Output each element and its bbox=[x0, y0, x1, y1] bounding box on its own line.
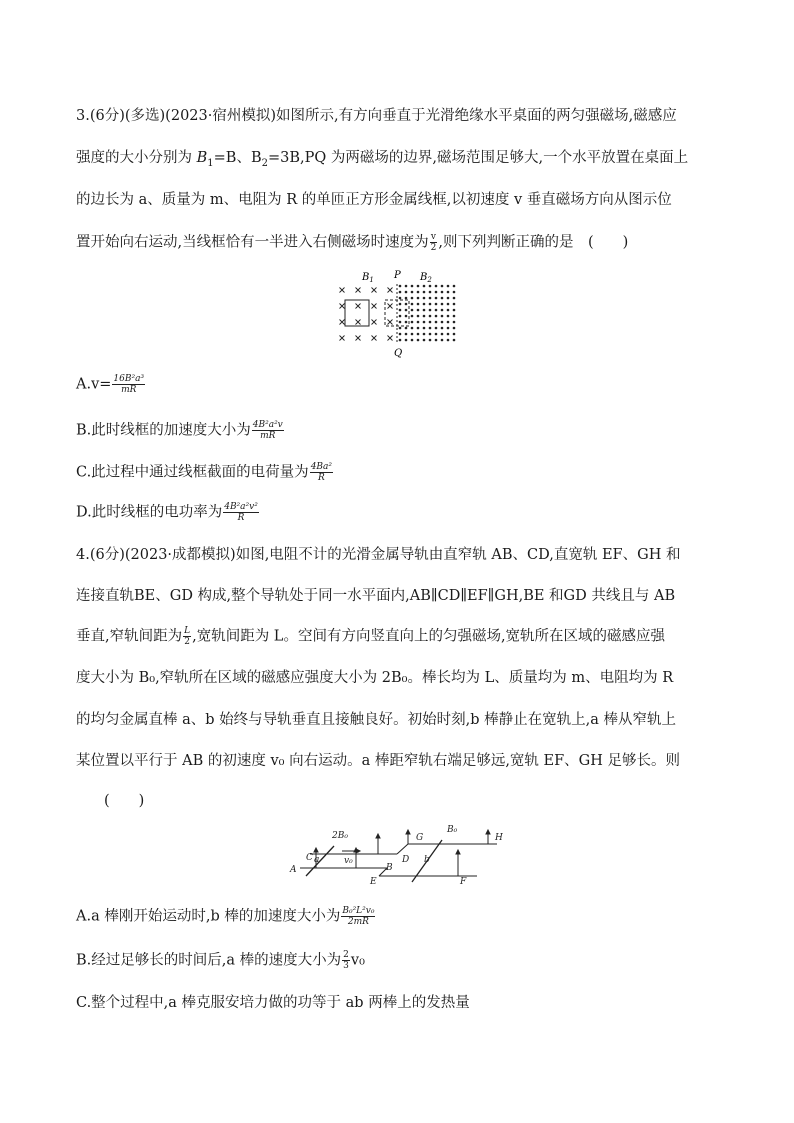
field-out-of-page-dot bbox=[399, 285, 402, 288]
q3-text-4a: 置开始向右运动,当线框恰有一半进入右侧磁场时速度为 bbox=[76, 234, 429, 251]
field-out-of-page-dot bbox=[447, 309, 450, 312]
field-out-of-page-dot bbox=[429, 297, 432, 300]
field-out-of-page-dot bbox=[405, 321, 408, 324]
q3-line-4 bbox=[76, 232, 736, 253]
q4-opt-c-text: C.整个过程中,a 棒克服安培力做的功等于 ab 两棒上的发热量 bbox=[76, 995, 470, 1011]
field-out-of-page-dot bbox=[411, 285, 414, 288]
field-out-of-page-dot bbox=[453, 303, 456, 306]
field-out-of-page-dot bbox=[423, 327, 426, 330]
q4-line-7 bbox=[104, 791, 764, 811]
q3-text-1: 3.(6分)(多选)(2023·宿州模拟)如图所示,有方向垂直于光滑绝缘水平桌面的两匀强磁场,磁感应 bbox=[76, 108, 677, 124]
q4-opt-b-text: B.经过足够长的时间后,a 棒的速度大小为 bbox=[76, 952, 342, 969]
field-out-of-page-dot bbox=[399, 339, 402, 342]
field-out-of-page-dot bbox=[423, 315, 426, 318]
field-into-page-cross bbox=[340, 288, 345, 293]
field-into-page-cross bbox=[388, 320, 393, 325]
q4-line-2 bbox=[76, 586, 736, 606]
field-out-of-page-dot bbox=[429, 321, 432, 324]
field-out-of-page-dot bbox=[405, 333, 408, 336]
field-out-of-page-dot bbox=[423, 303, 426, 306]
field-out-of-page-dot bbox=[411, 309, 414, 312]
frac-den: 3 bbox=[343, 961, 349, 971]
frac-den: 2 bbox=[184, 637, 190, 647]
field-into-page-cross bbox=[340, 320, 345, 325]
field-out-of-page-dot bbox=[435, 333, 438, 336]
field-out-of-page-dot bbox=[423, 285, 426, 288]
frac-num: 4Ba² bbox=[310, 462, 333, 472]
field-out-of-page-dot bbox=[453, 315, 456, 318]
label-2B0: 2B₀ bbox=[332, 831, 348, 841]
field-into-page-cross bbox=[372, 336, 377, 341]
field-out-of-page-dot bbox=[423, 291, 426, 294]
q3-opt-b-text: B.此时线框的加速度大小为 bbox=[76, 422, 251, 439]
field-out-of-page-dot bbox=[441, 291, 444, 294]
field-into-page-cross bbox=[340, 304, 345, 309]
field-out-of-page-dot bbox=[399, 291, 402, 294]
frac-num: 16B²a³ bbox=[113, 374, 145, 384]
field-into-page-cross bbox=[388, 304, 393, 309]
field-up-arrowhead bbox=[486, 830, 490, 834]
field-out-of-page-dot bbox=[453, 321, 456, 324]
field-out-of-page-dot bbox=[411, 333, 414, 336]
q3-line-1 bbox=[76, 106, 736, 126]
field-out-of-page-dot bbox=[453, 285, 456, 288]
field-out-of-page-dot bbox=[405, 309, 408, 312]
field-out-of-page-dot bbox=[423, 333, 426, 336]
field-out-of-page-dot bbox=[453, 339, 456, 342]
q4-text-3a: 垂直,窄轨间距为 bbox=[76, 628, 183, 645]
frac-num: 4B²a²v² bbox=[224, 502, 258, 512]
field-into-page-cross bbox=[388, 336, 393, 341]
field-out-of-page-dot bbox=[429, 285, 432, 288]
field-out-of-page-dot bbox=[417, 327, 420, 330]
q3-b1: B bbox=[196, 150, 208, 166]
field-out-of-page-dot bbox=[447, 339, 450, 342]
field-into-page-cross bbox=[372, 288, 377, 293]
q4-text-4: 度大小为 B₀,窄轨所在区域的磁感应强度大小为 2B₀。棒长均为 L、质量均为 m、电阻均为 R bbox=[76, 670, 674, 686]
label-H: H bbox=[495, 833, 503, 843]
field-out-of-page-dot bbox=[399, 303, 402, 306]
frac-num: 4B²a²v bbox=[252, 420, 283, 430]
rail-GD bbox=[397, 844, 408, 854]
q3-b1-sub: 1 bbox=[207, 157, 214, 169]
field-out-of-page-dot bbox=[429, 333, 432, 336]
q3-opt-d-fraction bbox=[223, 502, 259, 523]
field-out-of-page-dot bbox=[405, 303, 408, 306]
field-out-of-page-dot bbox=[435, 339, 438, 342]
field-out-of-page-dot bbox=[411, 315, 414, 318]
field-out-of-page-dot bbox=[411, 291, 414, 294]
field-out-of-page-dot bbox=[435, 303, 438, 306]
field-out-of-page-dot bbox=[423, 321, 426, 324]
field-into-page-cross bbox=[356, 304, 361, 309]
q3-opt-a-fraction bbox=[112, 374, 145, 395]
q3-opt-d-text: D.此时线框的电功率为 bbox=[76, 504, 223, 521]
field-into-page-cross bbox=[340, 336, 345, 341]
field-out-of-page-dot bbox=[453, 309, 456, 312]
field-out-of-page-dot bbox=[435, 291, 438, 294]
q3-magnetic-field-figure bbox=[330, 266, 470, 366]
field-out-of-page-dot bbox=[405, 327, 408, 330]
label-A: A bbox=[290, 865, 297, 875]
field-out-of-page-dot bbox=[429, 309, 432, 312]
q4-text-7: ( ) bbox=[104, 793, 145, 809]
field-up-arrowhead bbox=[376, 834, 380, 838]
field-out-of-page-dot bbox=[435, 315, 438, 318]
q3-option-a bbox=[76, 374, 736, 395]
q3-line-3 bbox=[76, 190, 736, 210]
field-out-of-page-dot bbox=[423, 339, 426, 342]
frac-den: mR bbox=[260, 431, 276, 441]
field-out-of-page-dot bbox=[405, 291, 408, 294]
q3-text-3: 的边长为 a、质量为 m、电阻为 R 的单匝正方形金属线框,以初速度 v 垂直磁场方向从图示位 bbox=[76, 192, 672, 208]
field-out-of-page-dot bbox=[429, 327, 432, 330]
field-out-of-page-dot bbox=[399, 297, 402, 300]
q3-opt-c-text: C.此过程中通过线框截面的电荷量为 bbox=[76, 464, 309, 481]
q4-opt-a-text: A.a 棒刚开始运动时,b 棒的加速度大小为 bbox=[76, 908, 341, 925]
field-up-arrowhead bbox=[456, 850, 460, 854]
q4-rail-figure bbox=[282, 818, 522, 898]
frac-num: 2 bbox=[343, 950, 349, 960]
q4-option-b bbox=[76, 950, 736, 971]
label-B: B bbox=[386, 863, 393, 873]
q3-label-Q: Q bbox=[394, 348, 403, 359]
field-out-of-page-dot bbox=[441, 303, 444, 306]
field-out-of-page-dot bbox=[399, 327, 402, 330]
field-out-of-page-dot bbox=[423, 309, 426, 312]
square-loop bbox=[345, 300, 369, 326]
field-out-of-page-dot bbox=[399, 333, 402, 336]
q4-text-2: 连接直轨BE、GD 构成,整个导轨处于同一水平面内,AB∥CD∥EF∥GH,BE 和GD 共线且与 AB bbox=[76, 588, 676, 604]
q4-opt-a-fraction bbox=[341, 906, 375, 927]
q4-option-a bbox=[76, 906, 736, 927]
field-into-page-cross bbox=[372, 304, 377, 309]
field-out-of-page-dot bbox=[447, 297, 450, 300]
field-into-page-cross bbox=[356, 320, 361, 325]
field-out-of-page-dot bbox=[429, 303, 432, 306]
field-out-of-page-dot bbox=[441, 339, 444, 342]
field-out-of-page-dot bbox=[453, 333, 456, 336]
field-out-of-page-dot bbox=[417, 339, 420, 342]
field-out-of-page-dot bbox=[435, 285, 438, 288]
q4-text-6: 某位置以平行于 AB 的初速度 v₀ 向右运动。a 棒距窄轨右端足够远,宽轨 EF、GH 足够长。则 bbox=[76, 753, 681, 769]
field-out-of-page-dot bbox=[417, 297, 420, 300]
field-into-page-cross bbox=[356, 336, 361, 341]
q3-text-4b: ,则下列判断正确的是 ( ) bbox=[438, 234, 629, 251]
q3-label-P: P bbox=[394, 270, 401, 281]
field-out-of-page-dot bbox=[441, 333, 444, 336]
q4-text-5: 的均匀金属直棒 a、b 始终与导轨垂直且接触良好。初始时刻,b 棒静止在宽轨上,a 棒从窄轨上 bbox=[76, 712, 677, 728]
label-b: b bbox=[424, 855, 430, 865]
field-out-of-page-dot bbox=[447, 291, 450, 294]
q4-l-half-fraction bbox=[183, 626, 191, 647]
q4-opt-b-suffix: v₀ bbox=[350, 952, 365, 969]
field-out-of-page-dot bbox=[405, 285, 408, 288]
field-out-of-page-dot bbox=[429, 291, 432, 294]
field-out-of-page-dot bbox=[441, 309, 444, 312]
q3-text-2d: =B、B bbox=[213, 150, 262, 166]
q3-option-d bbox=[76, 502, 736, 523]
q4-text-1: 4.(6分)(2023·成都模拟)如图,电阻不计的光滑金属导轨由直窄轨 AB、CD,直宽轨 EF、GH 和 bbox=[76, 547, 681, 563]
field-out-of-page-dot bbox=[411, 303, 414, 306]
field-out-of-page-dot bbox=[453, 327, 456, 330]
q3-label-B1: $B_1$ bbox=[362, 272, 374, 284]
field-up-arrowhead bbox=[314, 848, 318, 852]
field-out-of-page-dot bbox=[447, 321, 450, 324]
q4-line-3 bbox=[76, 626, 736, 647]
field-out-of-page-dot bbox=[447, 333, 450, 336]
field-out-of-page-dot bbox=[399, 309, 402, 312]
field-out-of-page-dot bbox=[435, 321, 438, 324]
q4-line-4 bbox=[76, 668, 736, 688]
q4-line-1 bbox=[76, 545, 736, 565]
field-into-page-cross bbox=[356, 288, 361, 293]
q3-opt-a-text: A.v= bbox=[76, 376, 112, 393]
field-out-of-page-dot bbox=[411, 297, 414, 300]
q4-text-3b: ,宽轨间距为 L。空间有方向竖直向上的匀强磁场,宽轨所在区域的磁感应强 bbox=[192, 628, 666, 645]
field-out-of-page-dot bbox=[435, 297, 438, 300]
field-out-of-page-dot bbox=[411, 327, 414, 330]
label-a: a bbox=[314, 855, 320, 865]
q3-v-half-fraction bbox=[430, 232, 438, 253]
field-out-of-page-dot bbox=[399, 321, 402, 324]
field-out-of-page-dot bbox=[441, 327, 444, 330]
q3-b2-sub: 2 bbox=[261, 157, 268, 169]
q3-text-2f: =3B,PQ 为两磁场的边界,磁场范围足够大,一个水平放置在桌面上 bbox=[267, 150, 689, 166]
q3-line-2 bbox=[76, 148, 736, 168]
field-out-of-page-dot bbox=[399, 315, 402, 318]
field-up-arrowhead bbox=[354, 848, 358, 852]
field-out-of-page-dot bbox=[405, 315, 408, 318]
q3-opt-b-fraction bbox=[252, 420, 284, 441]
q3-label-B2: $B_2$ bbox=[420, 272, 432, 284]
field-out-of-page-dot bbox=[447, 303, 450, 306]
field-out-of-page-dot bbox=[447, 315, 450, 318]
field-out-of-page-dot bbox=[417, 321, 420, 324]
field-into-page-cross bbox=[388, 288, 393, 293]
q3-option-c bbox=[76, 462, 736, 483]
q3-text-2a: 强度的大小分别为 bbox=[76, 150, 197, 166]
label-E: E bbox=[370, 877, 377, 887]
field-out-of-page-dot bbox=[405, 339, 408, 342]
field-out-of-page-dot bbox=[405, 297, 408, 300]
label-F: F bbox=[460, 877, 467, 887]
frac-num: L bbox=[184, 626, 191, 636]
frac-den: 2 bbox=[430, 243, 437, 253]
field-out-of-page-dot bbox=[423, 297, 426, 300]
frac-den: R bbox=[317, 473, 325, 483]
field-out-of-page-dot bbox=[417, 303, 420, 306]
q4-option-c bbox=[76, 993, 736, 1013]
q3-opt-c-fraction bbox=[310, 462, 333, 483]
field-out-of-page-dot bbox=[453, 297, 456, 300]
field-out-of-page-dot bbox=[417, 333, 420, 336]
label-B0: B₀ bbox=[447, 825, 458, 835]
field-out-of-page-dot bbox=[429, 339, 432, 342]
field-out-of-page-dot bbox=[435, 327, 438, 330]
frac-num: B₀²L²v₀ bbox=[342, 906, 375, 916]
field-out-of-page-dot bbox=[447, 327, 450, 330]
frac-den: mR bbox=[121, 385, 137, 395]
q4-opt-b-fraction bbox=[342, 950, 350, 971]
field-out-of-page-dot bbox=[429, 315, 432, 318]
q4-line-5 bbox=[76, 710, 736, 730]
label-G: G bbox=[416, 833, 424, 843]
field-out-of-page-dot bbox=[417, 309, 420, 312]
q4-line-6 bbox=[76, 751, 736, 771]
field-out-of-page-dot bbox=[447, 285, 450, 288]
label-C: C bbox=[306, 853, 313, 863]
frac-den: 2mR bbox=[347, 917, 369, 927]
field-out-of-page-dot bbox=[453, 291, 456, 294]
field-out-of-page-dot bbox=[441, 315, 444, 318]
field-out-of-page-dot bbox=[417, 285, 420, 288]
field-out-of-page-dot bbox=[441, 297, 444, 300]
q3-option-b bbox=[76, 420, 736, 441]
field-out-of-page-dot bbox=[417, 315, 420, 318]
label-v0: v₀ bbox=[344, 856, 353, 866]
frac-den: R bbox=[237, 513, 245, 523]
field-out-of-page-dot bbox=[441, 285, 444, 288]
field-out-of-page-dot bbox=[417, 291, 420, 294]
field-into-page-cross bbox=[372, 320, 377, 325]
label-D: D bbox=[402, 855, 410, 865]
field-out-of-page-dot bbox=[411, 321, 414, 324]
field-out-of-page-dot bbox=[435, 309, 438, 312]
field-out-of-page-dot bbox=[441, 321, 444, 324]
field-out-of-page-dot bbox=[411, 339, 414, 342]
frac-num: v bbox=[430, 232, 437, 242]
field-up-arrowhead bbox=[406, 830, 410, 834]
